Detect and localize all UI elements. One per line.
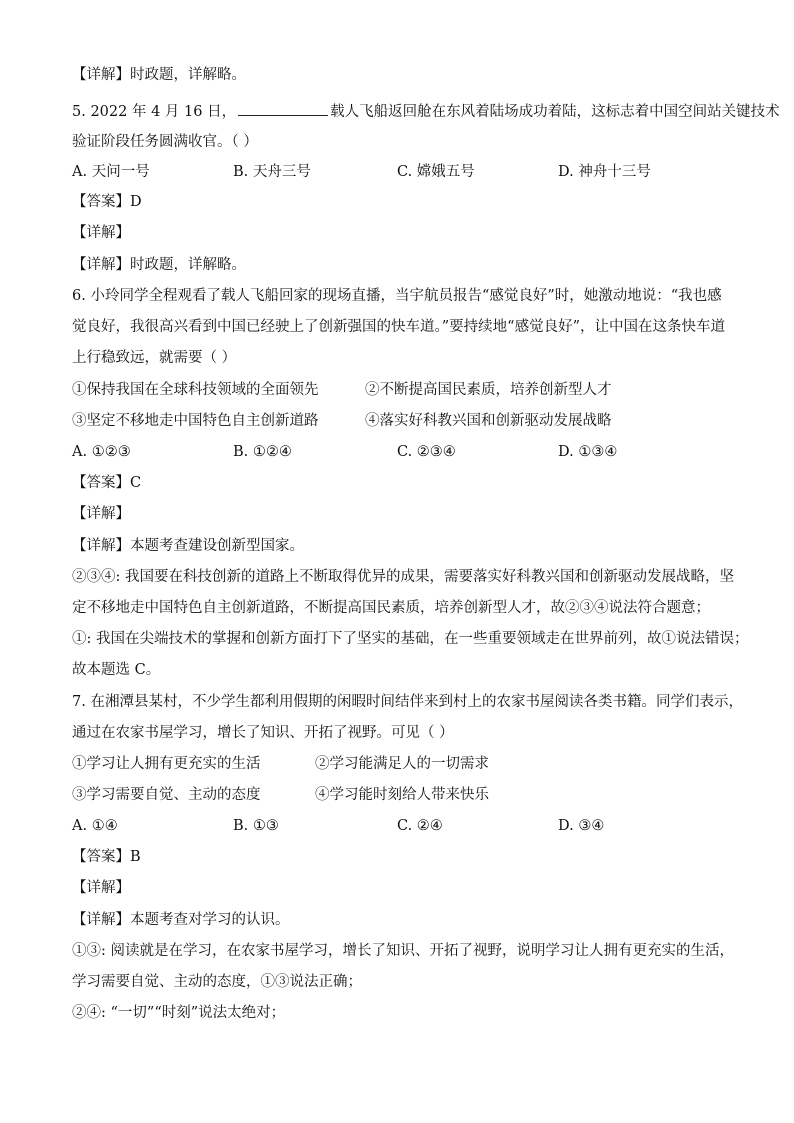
question-5-stem-line2: 验证阶段任务圆满收官。（ ） bbox=[72, 134, 258, 150]
question-7-explanation-3: ②④: “一切”“时刻”说法太绝对； bbox=[72, 1005, 286, 1021]
question-5-option-d: D. 神舟十三号 bbox=[558, 164, 651, 180]
question-7-statement-2: ②学习能满足人的一切需求 bbox=[315, 756, 489, 772]
question-6-option-c: C. ②③④ bbox=[397, 444, 456, 460]
question-6-option-b: B. ①②④ bbox=[233, 444, 292, 460]
question-5-date: 5. 2022 年 4 月 16 日， bbox=[72, 104, 237, 120]
question-6-option-a: A. ①②③ bbox=[72, 444, 131, 460]
question-6-explanation-1: ②③④: 我国要在科技创新的道路上不断取得优异的成果，需要落实好科教兴国和创新驱动发展战略，坚 bbox=[72, 569, 734, 585]
question-6-detail-heading: 【详解】 bbox=[72, 506, 130, 522]
question-7-statement-3: ③学习需要自觉、主动的态度 bbox=[72, 787, 261, 803]
question-6-detail: 【详解】本题考查建设创新型国家。 bbox=[72, 538, 304, 554]
question-7-option-c: C. ②④ bbox=[397, 818, 443, 834]
question-6-statement-1: ①保持我国在全球科技领域的全面领先 bbox=[72, 382, 319, 398]
question-6-explanation-2: 定不移地走中国特色自主创新道路，不断提高国民素质，培养创新型人才，故②③④说法符合题意； bbox=[72, 600, 710, 616]
question-5-option-a: A. 天问一号 bbox=[72, 164, 150, 180]
question-7-stem-line1: 7. 在湘潭县某村，不少学生都利用假期的闲暇时间结伴来到村上的农家书屋阅读各类书籍。同学们表示， bbox=[72, 694, 743, 710]
question-7-explanation-2: 学习需要自觉、主动的态度，①③说法正确； bbox=[72, 974, 362, 990]
detail-line: 【详解】时政题，详解略。 bbox=[72, 67, 246, 83]
question-7-answer: 【答案】B bbox=[72, 849, 141, 865]
question-7-stem-line2: 通过在农家书屋学习，增长了知识、开拓了视野。可见（ ） bbox=[72, 725, 454, 741]
question-7-statement-1: ①学习让人拥有更充实的生活 bbox=[72, 756, 261, 772]
fill-in-blank bbox=[238, 102, 328, 116]
question-6-answer: 【答案】C bbox=[72, 475, 142, 491]
question-5-answer: 【答案】D bbox=[72, 194, 142, 210]
question-7-detail-heading: 【详解】 bbox=[72, 880, 130, 896]
question-6-stem-line1: 6. 小玲同学全程观看了载人飞船回家的现场直播，当宇航员报告“感觉良好”时，她激动地说：“我也感 bbox=[72, 288, 722, 304]
question-6-statement-3: ③坚定不移地走中国特色自主创新道路 bbox=[72, 413, 319, 429]
question-7-explanation-1: ①③: 阅读就是在学习，在农家书屋学习，增长了知识、开拓了视野，说明学习让人拥有更充实的生活， bbox=[72, 943, 734, 959]
question-5-detail: 【详解】时政题，详解略。 bbox=[72, 257, 246, 273]
question-7-option-b: B. ①③ bbox=[233, 818, 279, 834]
question-5-stem bbox=[72, 102, 780, 121]
question-7-statement-4: ④学习能时刻给人带来快乐 bbox=[315, 787, 489, 803]
question-6-statement-4: ④落实好科教兴国和创新驱动发展战略 bbox=[365, 413, 612, 429]
question-5-stem-rest: 载人飞船返回舱在东风着陆场成功着陆，这标志着中国空间站关键技术 bbox=[330, 104, 780, 120]
question-6-stem-line2: 觉良好，我很高兴看到中国已经驶上了创新强国的快车道。”要持续地“感觉良好”，让中国在这条快车道 bbox=[72, 319, 725, 335]
question-5-option-c: C. 嫦娥五号 bbox=[397, 164, 475, 180]
question-6-option-d: D. ①③④ bbox=[558, 444, 618, 460]
question-6-conclusion: 故本题选 C。 bbox=[72, 662, 161, 678]
question-6-statement-2: ②不断提高国民素质，培养创新型人才 bbox=[365, 382, 612, 398]
question-5-detail-heading: 【详解】 bbox=[72, 225, 130, 241]
question-7-detail: 【详解】本题考查对学习的认识。 bbox=[72, 912, 290, 928]
question-5-option-b: B. 天舟三号 bbox=[233, 164, 311, 180]
question-6-explanation-3: ①: 我国在尖端技术的掌握和创新方面打下了坚实的基础，在一些重要领域走在世界前列，故①说法错误； bbox=[72, 631, 749, 647]
question-7-option-d: D. ③④ bbox=[558, 818, 605, 834]
question-6-stem-line3: 上行稳致远，就需要（ ） bbox=[72, 350, 237, 366]
question-7-option-a: A. ①④ bbox=[72, 818, 118, 834]
